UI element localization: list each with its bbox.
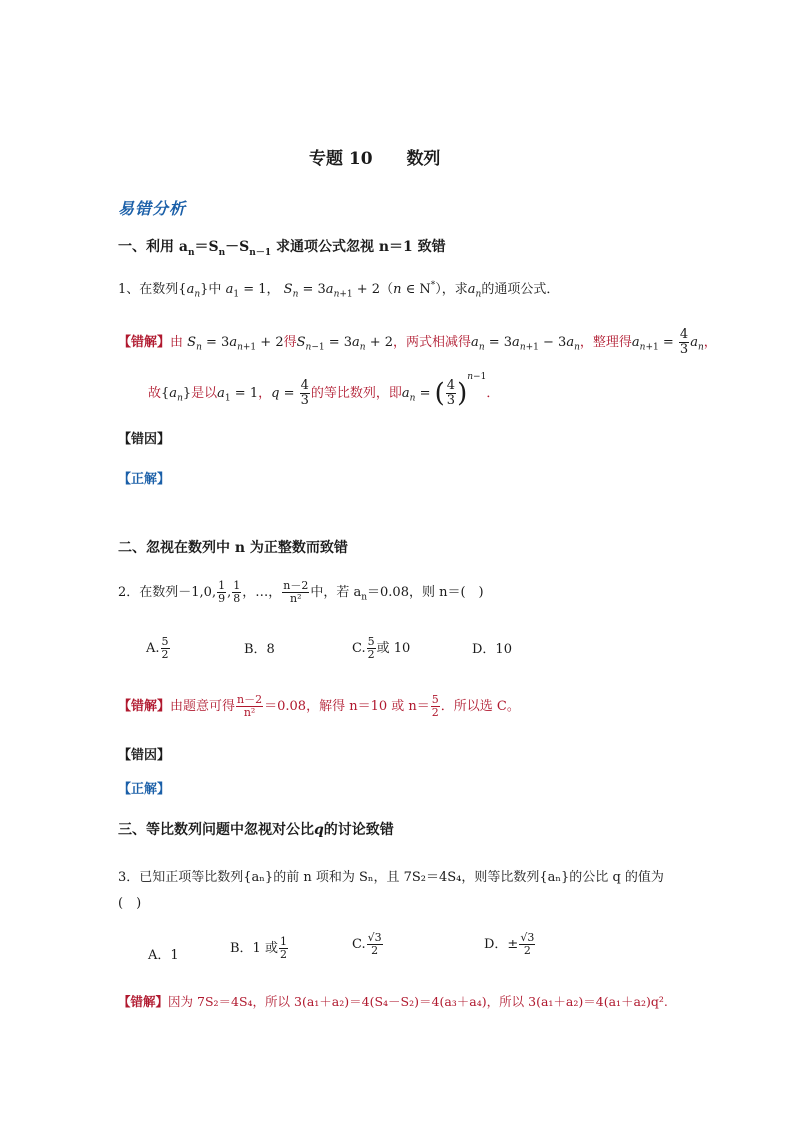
s1-sol2-3: ， [258, 386, 272, 401]
title-topic: 数列 [406, 149, 441, 169]
correct-solution-1: 【正解】 [118, 472, 171, 487]
q2-part1: 2．在数列－1,0, [118, 585, 217, 600]
q3-option-a[interactable]: A．1 [148, 948, 179, 963]
frac-4-3-c: $\frac{4}{3}$ [446, 378, 456, 408]
question-2: 2．在数列－1,0, $\frac{1}{9}$ , $\frac{1}{8}$ ，…， $\frac{n-2}{\text{n²}}$ 中，若 $a_n=0.08$，则 n＝( ) [118, 579, 484, 605]
s1-formula: $a_n=S_n-S_{n-1}$ [178, 239, 272, 258]
s1-sol-2: 得 [283, 335, 297, 350]
s1-sol2-4: 的等比数列，即 [310, 386, 402, 401]
q2-part4: ＝0.08，则 n＝( ) [367, 585, 484, 600]
question-3-line2: ( ) [118, 896, 142, 911]
frac-5-2: $\frac{5}{2}$ [161, 635, 169, 661]
q3-option-d[interactable] [484, 932, 536, 957]
correct-solution-2: 【正解】 [118, 782, 171, 797]
frac-n2-nsq: $\frac{n-2}{\text{n²}}$ [283, 579, 309, 605]
wrong-solution-1-line2: 故$\{a_n\}$是以$a_1 = 1$，q = $\frac{4}{3}$ 的等比数列，即$a_n$ = ( $\frac{4}{3}$ )$^{n-1}$． [148, 372, 500, 409]
q2-opt-c-label: C. [352, 641, 366, 656]
wrong-solution-1-line1: 【错解】由 $S_n = 3a_{n+1} + 2$得$S_{n-1} = 3a_n + 2$，两式相减得$a_n = 3a_{n+1} - 3a_n$，整理得$a_{n+1}$ = $\frac{4}{3}$ $a_n$， [118, 327, 717, 357]
page-title [309, 144, 440, 169]
q2-option-d[interactable]: D．10 [472, 642, 512, 657]
tag-wrong-solution-2: 【错解】 [118, 699, 171, 714]
q3-opt-c-label: C. [352, 937, 366, 952]
s3-sol: 因为 7S₂＝4S₄，所以 3(a₁＋a₂)＝4(S₄－S₂)＝4(a₃＋a₄)，所以 3(a₁＋a₂)＝4(a₁＋a₂)q². [168, 994, 668, 1009]
frac-4-3: $\frac{4}{3}$ [679, 327, 689, 357]
q2-opt-a-label: A. [146, 641, 160, 656]
wrong-reason-1: 【错因】 [118, 432, 171, 447]
q1-mid1: 中 [208, 282, 222, 297]
q3-opt-b-label: B．1 或 [230, 941, 278, 956]
frac-5-2-sol: $\frac{5}{2}$ [431, 693, 439, 719]
q1-seq: $\{a_n\}$ [178, 282, 209, 300]
wrong-solution-2 [118, 694, 520, 719]
s3-heading-tail: 的讨论致错 [323, 822, 394, 838]
wrong-solution-3 [118, 992, 668, 1010]
frac-1-9: $\frac{1}{9}$ [218, 579, 226, 605]
q3-opt-d-label: D．± [484, 937, 519, 952]
frac-sqrt3-2: $\frac{√3}{2}$ [367, 931, 382, 957]
q2-option-a[interactable] [146, 636, 171, 661]
question-3-line1: 3．已知正项等比数列{aₙ}的前 n 项和为 Sₙ，且 7S₂＝4S₄，则等比数列{aₙ}的公比 q 的值为 [118, 870, 664, 885]
q1-mid4: ），求 [435, 282, 468, 297]
frac-1-8: $\frac{1}{8}$ [233, 579, 241, 605]
frac-n2-nsq-sol: $\frac{n-2}{\text{n²}}$ [237, 693, 263, 719]
s1-sol2-5: ． [486, 386, 500, 401]
q2-part3: 中，若 a [310, 585, 362, 600]
q1-prefix: 1、在数列 [118, 282, 179, 297]
s1-sol-1: 由 [170, 335, 184, 350]
tag-wrong-solution-3: 【错解】 [118, 994, 169, 1009]
frac-1-2: $\frac{1}{2}$ [279, 935, 287, 961]
q1-mid2: ， [266, 282, 280, 297]
s2-sol-3: ．所以选 C。 [440, 699, 520, 714]
s1-heading-b: 求通项公式忽视 n＝1 致错 [271, 239, 446, 255]
q3-option-c[interactable] [352, 932, 384, 957]
frac-sqrt3-2-d: $\frac{√3}{2}$ [520, 931, 535, 957]
section-1-heading [118, 236, 446, 258]
s2-sol-1: 由题意可得 [170, 699, 236, 714]
section-2-heading: 二、忽视在数列中 n 为正整数而致错 [118, 540, 348, 556]
s1-sol-4: ，整理得 [579, 335, 632, 350]
q2-option-b[interactable]: B．8 [244, 642, 275, 657]
q3-option-b[interactable] [230, 936, 289, 961]
section-3-heading: 三、等比数列问题中忽视对公比q的讨论致错 [118, 822, 394, 838]
title-prefix: 专题 [309, 149, 343, 169]
frac-5-2-c: $\frac{5}{2}$ [367, 635, 375, 661]
tag-wrong-solution: 【错解】 [118, 335, 171, 350]
frac-4-3-b: $\frac{4}{3}$ [300, 378, 309, 408]
s1-sol2-1: 故 [148, 386, 162, 401]
q1-mid5: 的通项公式． [481, 282, 560, 297]
section-heading: 易错分析 [118, 199, 187, 218]
question-1: 1、在数列$\{a_n\}$中 $a_1 = 1$， $S_n = 3a_{n+1} + 2(n$ ∈ N*），求$a_n$的通项公式． [118, 280, 560, 300]
q2-part2: ，…， [242, 585, 282, 600]
s2-sol-2: ＝0.08，解得 n＝10 或 n＝ [264, 699, 430, 714]
s1-sol-5: ， [703, 335, 717, 350]
wrong-reason-2: 【错因】 [118, 748, 171, 763]
title-number: 10 [348, 149, 373, 169]
q2-opt-c-tail: 或 10 [376, 641, 411, 656]
s1-sol-3: ，两式相减得 [393, 335, 472, 350]
q2-option-c[interactable] [352, 636, 410, 661]
q1-mid3: （ [380, 282, 394, 297]
s1-sol2-2: 是以 [191, 386, 218, 401]
s1-heading-a: 一、利用 [118, 239, 179, 255]
q1-a1: a [225, 282, 234, 297]
s3-heading-text: 三、等比数列问题中忽视对公比 [118, 822, 314, 838]
